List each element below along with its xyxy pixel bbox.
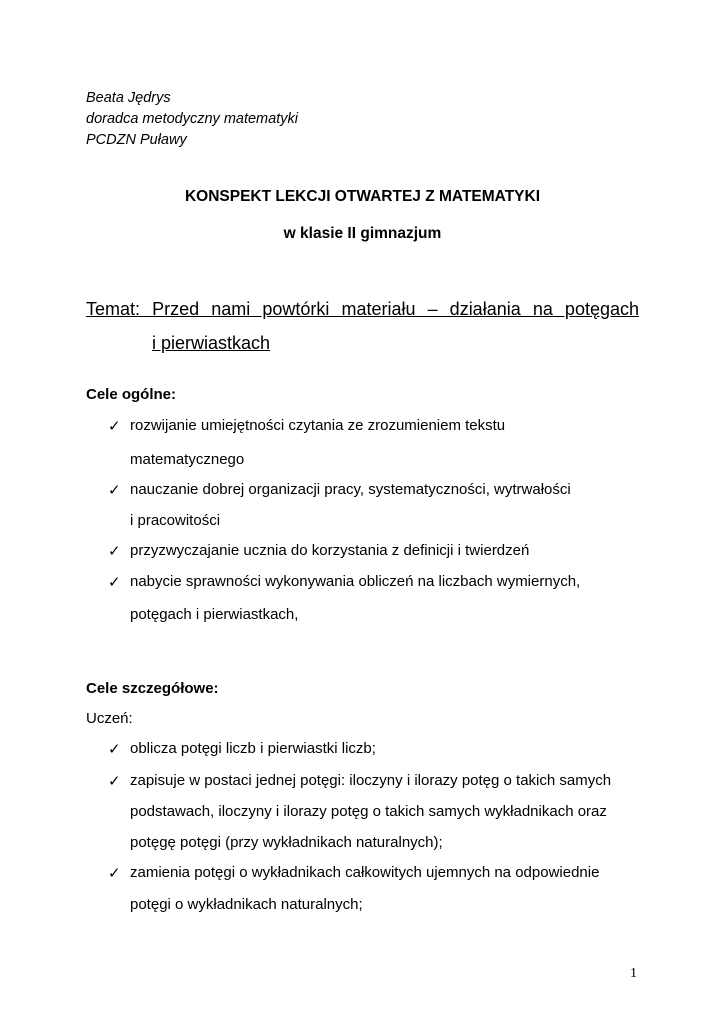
page-number: 1: [630, 966, 637, 981]
list-item: [108, 740, 376, 757]
checkmark-icon: ✓: [108, 741, 121, 758]
item-text: podstawach, iloczyny i ilorazy potęg o takich samych wykładnikach oraz: [130, 803, 607, 820]
item-text: zapisuje w postaci jednej potęgi: iloczyny i ilorazy potęg o takich samych: [130, 772, 612, 789]
document-subtitle: w klasie II gimnazjum: [283, 225, 442, 242]
list-item-continuation: [108, 896, 363, 913]
item-text: potęgach i pierwiastkach,: [130, 606, 299, 623]
list-item: [108, 417, 505, 434]
author-block: [86, 88, 298, 151]
topic-line-2: i pierwiastkach: [152, 333, 271, 353]
item-text: potęgę potęgi (przy wykładnikach naturalnych);: [130, 834, 443, 851]
general-goals-heading: Cele ogólne:: [86, 386, 177, 403]
list-item: [108, 864, 599, 881]
lesson-topic: [86, 292, 639, 360]
list-item: [108, 542, 529, 559]
list-item-continuation: [108, 512, 220, 529]
list-item-continuation: [108, 451, 244, 468]
checkmark-icon: ✓: [108, 418, 121, 435]
item-text: potęgi o wykładnikach naturalnych;: [130, 896, 363, 913]
checkmark-icon: ✓: [108, 865, 121, 882]
item-text: nabycie sprawności wykonywania obliczeń na liczbach wymiernych,: [130, 573, 581, 590]
list-item-continuation: [108, 606, 298, 623]
author-org: PCDZN Puławy: [86, 132, 187, 148]
detailed-goals-intro: Uczeń:: [86, 710, 133, 727]
list-item-continuation: [108, 803, 607, 820]
checkmark-icon: ✓: [108, 773, 121, 790]
author-name: Beata Jędrys: [86, 90, 171, 106]
item-text: rozwijanie umiejętności czytania ze zrozumieniem tekstu: [130, 417, 506, 434]
item-text: nauczanie dobrej organizacji pracy, systematyczności, wytrwałości: [130, 481, 571, 498]
checkmark-icon: ✓: [108, 482, 121, 499]
checkmark-icon: ✓: [108, 543, 121, 560]
document-title: KONSPEKT LEKCJI OTWARTEJ Z MATEMATYKI: [184, 188, 541, 205]
list-item: [108, 573, 580, 590]
list-item: [108, 481, 571, 498]
checkmark-icon: ✓: [108, 574, 121, 591]
detailed-goals-heading: Cele szczegółowe:: [86, 680, 219, 697]
topic-line-1: Temat: Przed nami powtórki materiału – działania na potęgach: [86, 299, 639, 319]
item-text: zamienia potęgi o wykładnikach całkowitych ujemnych na odpowiednie: [130, 864, 600, 881]
item-text: i pracowitości: [130, 512, 221, 529]
list-item-continuation: [108, 834, 443, 851]
item-text: oblicza potęgi liczb i pierwiastki liczb;: [130, 740, 376, 757]
author-role: doradca metodyczny matematyki: [86, 111, 298, 127]
item-text: przyzwyczajanie ucznia do korzystania z definicji i twierdzeń: [130, 542, 530, 559]
item-text: matematycznego: [130, 451, 245, 468]
list-item: [108, 772, 611, 789]
